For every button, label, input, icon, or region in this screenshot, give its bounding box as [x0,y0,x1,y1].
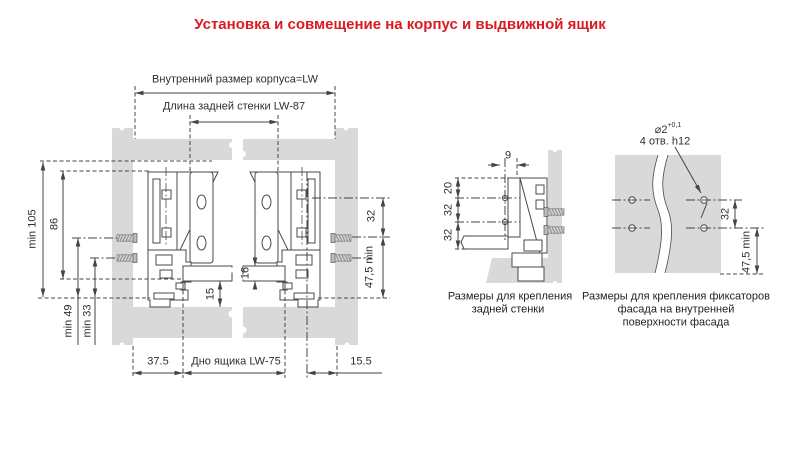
back-wall-caption-line1: Размеры для крепления [447,290,573,303]
facade-dim-32-label: 32 [719,207,732,221]
hole-diameter-label: $⌀2^{+0,1}$ [654,122,682,136]
dim-drawer-bottom-label: Дно ящика LW-75 [191,355,281,368]
dim-15-label: 15 [204,287,217,301]
page-title: Установка и совмещение на корпус и выдвижной ящик [194,16,606,33]
dim-20-label: 20 [442,181,455,195]
dim-min33-label: min 33 [81,304,94,338]
facade-caption-line3: поверхности фасада [622,316,730,329]
dim-back-length-label: Длина задней стенки LW-87 [162,100,306,113]
dim-155-label: 15.5 [350,355,372,368]
dim-min105-label: min 105 [26,209,39,249]
drawer-profiles [117,167,351,307]
facade-caption-line2: фасада на внутренней [617,303,735,316]
back-wall-caption-line2: задней стенки [471,303,545,316]
dim-86-label: 86 [48,217,61,231]
holes-note-label: 4 отв. h12 [639,135,691,148]
dim-32a-label: 32 [442,203,455,217]
dim-375-label: 37.5 [147,355,169,368]
dim-32b-label: 32 [442,228,455,242]
dim-475min-label: 47,5 min [363,245,376,289]
facade-caption-line1: Размеры для крепления фиксаторов [581,290,771,303]
back-wall-view [455,148,564,285]
dim-16-label: 16 [239,266,252,280]
dim-inner-width-label: Внутренний размер корпуса=LW [152,73,318,86]
dim-min49-label: min 49 [62,304,75,338]
dim-9-label: 9 [504,149,512,162]
facade-dim-475-label: 47,5 min [740,230,753,274]
dim-32-label: 32 [365,209,378,223]
